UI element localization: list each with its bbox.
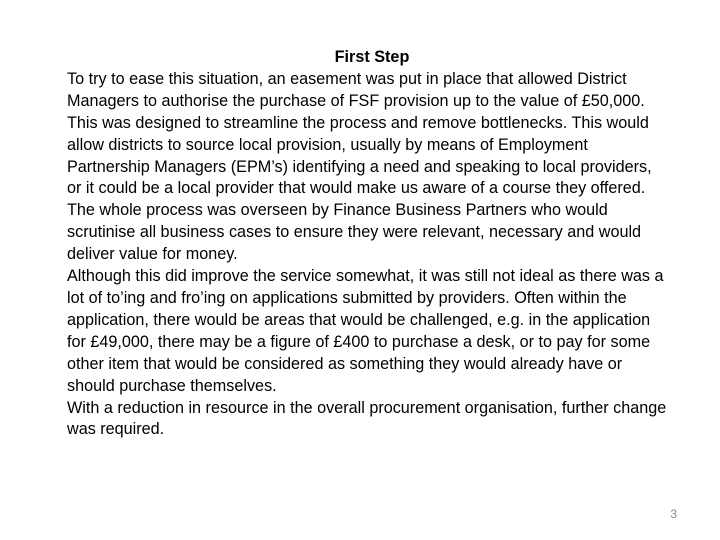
paragraph-further-change: With a reduction in resource in the overall procurement organisation, further change was required. <box>67 398 667 439</box>
paragraph-issues: Although this did improve the service somewhat, it was still not ideal as there was a lot of to’ing and fro’ing on applications submitted by providers. Often within the application, there would be areas that would be challenged, e.g. in the application for £49,000, there may be a figure of £400 to purchase a desk, or to pay for some other item that would be considered as something they would already have or should purchase themselves. <box>67 267 664 395</box>
paragraph-streamline: This was designed to streamline the process and remove bottlenecks. This would allow districts to source local provision, usually by means of Employment Partnership Managers (EPM’s) identifying a need and speaking to local providers, or it could be a local provider that would make us aware of a course they offered. <box>67 113 652 198</box>
slide-title: First Step <box>334 48 410 66</box>
paragraph-easement: To try to ease this situation, an easement was put in place that allowed District Managers to authorise the purchase of FSF provision up to the value of £50,000. <box>67 69 645 110</box>
paragraph-oversight: The whole process was overseen by Finance Business Partners who would scrutinise all business cases to ensure they were relevant, necessary and would deliver value for money. <box>67 201 642 264</box>
page-number: 3 <box>670 507 677 521</box>
slide-body <box>67 47 667 441</box>
